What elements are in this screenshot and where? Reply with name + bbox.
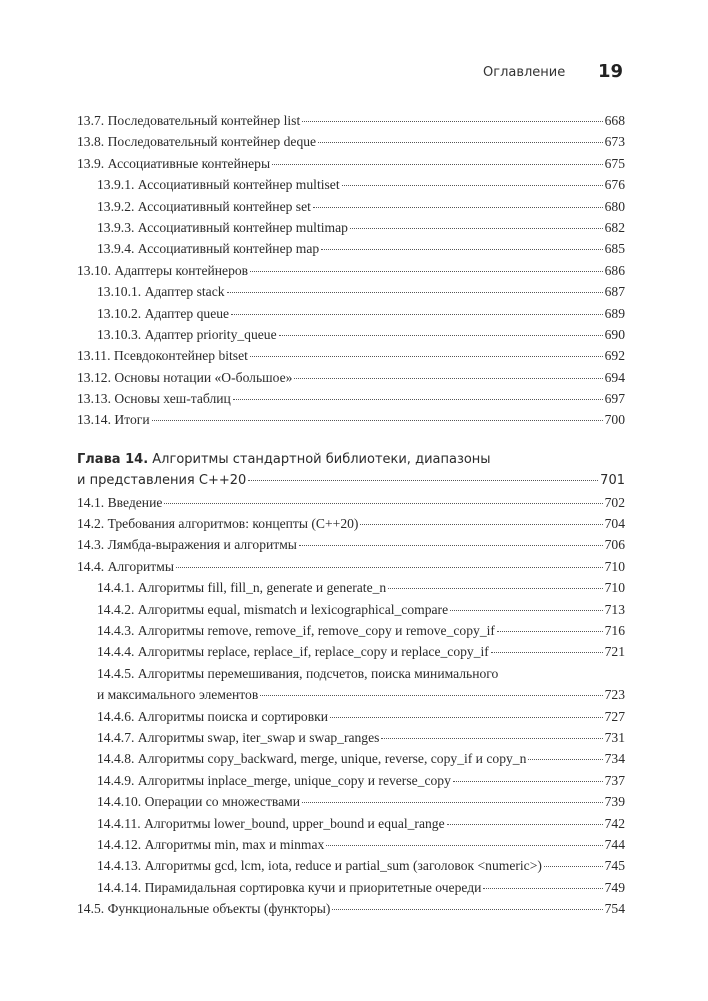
toc-entry-page: 754 (604, 901, 625, 917)
toc-entry-row (77, 620, 625, 641)
toc-entry[interactable] (77, 834, 625, 855)
toc-entry-title: 14.4.3. Алгоритмы remove, remove_if, remove_copy и remove_copy_if (97, 622, 495, 638)
toc-entry-row (77, 877, 625, 898)
dot-leader (388, 588, 602, 589)
dot-leader (381, 738, 602, 739)
toc-entry[interactable] (77, 620, 625, 641)
toc-entry-page: 706 (604, 537, 625, 553)
toc-entry[interactable] (77, 855, 625, 876)
dot-leader (250, 271, 603, 272)
toc-entry-page: 749 (604, 879, 625, 895)
toc-entry[interactable] (77, 303, 625, 324)
toc-entry-page: 694 (604, 369, 625, 385)
toc-entry-title: 13.9. Ассоциативные контейнеры (77, 155, 271, 171)
dot-leader (342, 185, 603, 186)
toc-entry-title: 14.4. Алгоритмы (77, 558, 174, 574)
toc-entry-title: 14.4.5. Алгоритмы перемешивания, подсчетов, поиска минимального (97, 665, 499, 681)
toc-entry-title-cont: и максимального элементов (97, 687, 259, 703)
toc-entry-row (77, 217, 625, 238)
toc-entry-title: 13.10.2. Адаптер queue (97, 305, 230, 321)
dot-leader (233, 399, 603, 400)
toc-entry[interactable] (77, 706, 625, 727)
toc-entry-row (77, 513, 625, 534)
toc-entry[interactable] (77, 556, 625, 577)
toc-entry-title: 13.10. Адаптеры контейнеров (77, 262, 249, 278)
toc-entry-title: 14.1. Введение (77, 494, 163, 510)
toc-entry[interactable] (77, 217, 625, 238)
toc-entry-row (77, 367, 625, 388)
chapter-page: 701 (600, 473, 625, 489)
toc-entry[interactable] (77, 813, 625, 834)
dot-leader (260, 695, 602, 696)
toc-entry-title: 14.4.4. Алгоритмы replace, replace_if, replace_copy и replace_copy_if (97, 644, 489, 660)
toc-entry[interactable] (77, 748, 625, 769)
toc-entry-row (77, 706, 625, 727)
toc-entry[interactable] (77, 599, 625, 620)
toc-entry-page: 689 (604, 305, 625, 321)
table-of-contents (77, 110, 625, 919)
toc-entry-row (77, 281, 625, 302)
toc-entry-title: 13.8. Последовательный контейнер deque (77, 134, 317, 150)
toc-entry[interactable] (77, 281, 625, 302)
toc-entry-row (77, 196, 625, 217)
toc-entry-row (77, 324, 625, 345)
toc-entry-row (77, 748, 625, 769)
dot-leader (176, 567, 603, 568)
toc-entry-title: 14.4.1. Алгоритмы fill, fill_n, generate и generate_n (97, 580, 387, 596)
toc-entry-page: 744 (604, 836, 625, 852)
toc-entry-row (77, 770, 625, 791)
toc-entry-title: 14.4.14. Пирамидальная сортировка кучи и приоритетные очереди (97, 879, 482, 895)
dot-leader (231, 314, 603, 315)
toc-entry-title: 13.9.3. Ассоциативный контейнер multimap (97, 219, 348, 235)
toc-section-13 (77, 110, 625, 431)
toc-entry-title: 14.4.10. Операции со множествами (97, 794, 301, 810)
toc-entry[interactable] (77, 898, 625, 919)
chapter-heading-line1 (77, 449, 625, 470)
dot-leader (453, 781, 603, 782)
toc-entry[interactable] (77, 577, 625, 598)
dot-leader (483, 888, 602, 889)
toc-entry-row (77, 534, 625, 555)
dot-leader (272, 164, 603, 165)
toc-entry-title: 13.10.3. Адаптер priority_queue (97, 326, 277, 342)
toc-entry-page: 723 (604, 687, 625, 703)
toc-entry-page: 702 (604, 494, 625, 510)
toc-entry-page: 710 (604, 558, 625, 574)
toc-entry-row (77, 153, 625, 174)
toc-entry-page: 687 (604, 284, 625, 300)
toc-entry-row (77, 641, 625, 662)
toc-entry-row (77, 345, 625, 366)
toc-entry-row (77, 238, 625, 259)
toc-entry[interactable] (77, 663, 625, 706)
toc-entry-row (77, 556, 625, 577)
toc-entry[interactable] (77, 110, 625, 131)
toc-entry[interactable] (77, 770, 625, 791)
toc-entry-row (77, 110, 625, 131)
toc-entry-page: 716 (604, 622, 625, 638)
toc-entry-row (77, 791, 625, 812)
toc-entry[interactable] (77, 345, 625, 366)
toc-entry[interactable] (77, 409, 625, 430)
toc-entry-page: 721 (604, 644, 625, 660)
toc-entry-page: 739 (604, 794, 625, 810)
toc-entry-title: 13.14. Итоги (77, 412, 150, 428)
toc-entry-page: 704 (604, 516, 625, 532)
dot-leader (326, 845, 602, 846)
chapter-heading[interactable] (77, 449, 625, 492)
chapter-title-line1: Алгоритмы стандартной библиотеки, диапазоны (152, 451, 491, 467)
dot-leader (447, 824, 603, 825)
toc-entry-title: 13.7. Последовательный контейнер list (77, 113, 301, 128)
toc-section-14 (77, 492, 625, 920)
toc-entry-page: 731 (604, 729, 625, 745)
dot-leader (248, 480, 598, 481)
toc-entry-line2 (77, 684, 625, 705)
toc-entry[interactable] (77, 153, 625, 174)
dot-leader (497, 631, 603, 632)
toc-entry-title: 13.9.1. Ассоциативный контейнер multiset (97, 177, 340, 193)
toc-entry-row (77, 599, 625, 620)
toc-entry-title: 14.4.13. Алгоритмы gcd, lcm, iota, reduce и partial_sum (заголовок <numeric>) (97, 858, 542, 874)
dot-leader (302, 121, 602, 122)
toc-entry[interactable] (77, 513, 625, 534)
toc-entry-title: 14.4.8. Алгоритмы copy_backward, merge, unique, reverse, copy_if и copy_n (97, 751, 527, 767)
toc-entry-title: 14.5. Функциональные объекты (функторы) (77, 901, 331, 917)
toc-entry[interactable] (77, 492, 625, 513)
toc-entry-page: 700 (604, 412, 625, 428)
toc-entry[interactable] (77, 641, 625, 662)
toc-entry[interactable] (77, 388, 625, 409)
toc-entry[interactable] (77, 727, 625, 748)
toc-entry-page: 734 (604, 751, 625, 767)
dot-leader (332, 909, 602, 910)
toc-entry-page: 685 (604, 241, 625, 257)
dot-leader (164, 503, 602, 504)
toc-entry-page: 675 (604, 155, 625, 171)
toc-entry-row (77, 303, 625, 324)
toc-entry-row (77, 813, 625, 834)
toc-entry-row (77, 898, 625, 919)
toc-entry[interactable] (77, 238, 625, 259)
toc-entry-title: 14.2. Требования алгоритмов: концепты (C++20) (77, 516, 359, 532)
running-header (0, 62, 708, 86)
chapter-heading-line2 (77, 470, 625, 491)
toc-entry-page: 727 (604, 708, 625, 724)
toc-entry-title: 13.9.4. Ассоциативный контейнер map (97, 241, 320, 257)
toc-entry-title: 13.12. Основы нотации «О-большое» (77, 369, 293, 385)
toc-entry-row (77, 131, 625, 152)
toc-entry-page: 737 (604, 772, 625, 788)
toc-entry-row (77, 855, 625, 876)
dot-leader (250, 356, 603, 357)
toc-entry-row (77, 260, 625, 281)
toc-entry-title: 14.3. Лямбда-выражения и алгоритмы (77, 537, 297, 553)
toc-entry-page: 742 (604, 815, 625, 831)
toc-entry-page: 686 (604, 262, 625, 278)
page-number: 19 (598, 61, 624, 82)
toc-entry-title: 14.4.2. Алгоритмы equal, mismatch и lexicographical_compare (97, 601, 449, 617)
toc-entry-page: 682 (604, 219, 625, 235)
chapter-label: Глава 14. (77, 451, 149, 467)
toc-entry-page: 690 (604, 326, 625, 342)
dot-leader (294, 378, 602, 379)
dot-leader (321, 249, 602, 250)
toc-entry-title: 14.4.11. Алгоритмы lower_bound, upper_bound и equal_range (97, 815, 445, 831)
dot-leader (491, 652, 603, 653)
toc-entry-line1 (77, 663, 625, 684)
toc-entry[interactable] (77, 196, 625, 217)
toc-entry-page: 673 (604, 134, 625, 150)
toc-entry-title: 13.9.2. Ассоциативный контейнер set (97, 198, 311, 214)
toc-entry[interactable] (77, 174, 625, 195)
toc-entry-title: 13.10.1. Адаптер stack (97, 284, 225, 300)
dot-leader (318, 142, 603, 143)
running-header-title: Оглавление (483, 65, 566, 80)
toc-entry[interactable] (77, 260, 625, 281)
toc-entry-page: 676 (604, 177, 625, 193)
dot-leader (330, 717, 603, 718)
toc-entry[interactable] (77, 367, 625, 388)
toc-entry[interactable] (77, 877, 625, 898)
toc-entry-row (77, 388, 625, 409)
dot-leader (299, 545, 603, 546)
toc-entry-page: 710 (604, 580, 625, 596)
toc-entry-title: 13.11. Псевдоконтейнер bitset (77, 348, 248, 364)
dot-leader (152, 420, 603, 421)
toc-entry[interactable] (77, 131, 625, 152)
toc-entry-row (77, 727, 625, 748)
toc-entry[interactable] (77, 534, 625, 555)
toc-entry[interactable] (77, 791, 625, 812)
toc-entry-page: 745 (604, 858, 625, 874)
toc-entry-page: 713 (604, 601, 625, 617)
dot-leader (544, 866, 603, 867)
toc-entry-page: 692 (604, 348, 625, 364)
toc-entry-row (77, 834, 625, 855)
toc-entry-row (77, 492, 625, 513)
toc-entry-page: 680 (604, 198, 625, 214)
dot-leader (450, 610, 603, 611)
toc-entry-title: 13.13. Основы хеш-таблиц (77, 391, 231, 407)
toc-entry-row (77, 577, 625, 598)
dot-leader (350, 228, 603, 229)
toc-entry-title: 14.4.6. Алгоритмы поиска и сортировки (97, 708, 329, 724)
chapter-title-line2: и представления C++20 (77, 473, 247, 489)
dot-leader (302, 802, 603, 803)
toc-entry[interactable] (77, 324, 625, 345)
dot-leader (360, 524, 602, 525)
dot-leader (313, 207, 603, 208)
dot-leader (227, 292, 603, 293)
toc-entry-title: 14.4.12. Алгоритмы min, max и minmax (97, 836, 325, 852)
toc-entry-title: 14.4.9. Алгоритмы inplace_merge, unique_copy и reverse_copy (97, 772, 451, 788)
dot-leader (528, 759, 602, 760)
toc-entry-page: 697 (604, 391, 625, 407)
toc-entry-page: 668 (604, 113, 625, 128)
toc-entry-row (77, 409, 625, 430)
toc-entry-row (77, 174, 625, 195)
dot-leader (279, 335, 603, 336)
toc-entry-title: 14.4.7. Алгоритмы swap, iter_swap и swap_ranges (97, 729, 380, 745)
